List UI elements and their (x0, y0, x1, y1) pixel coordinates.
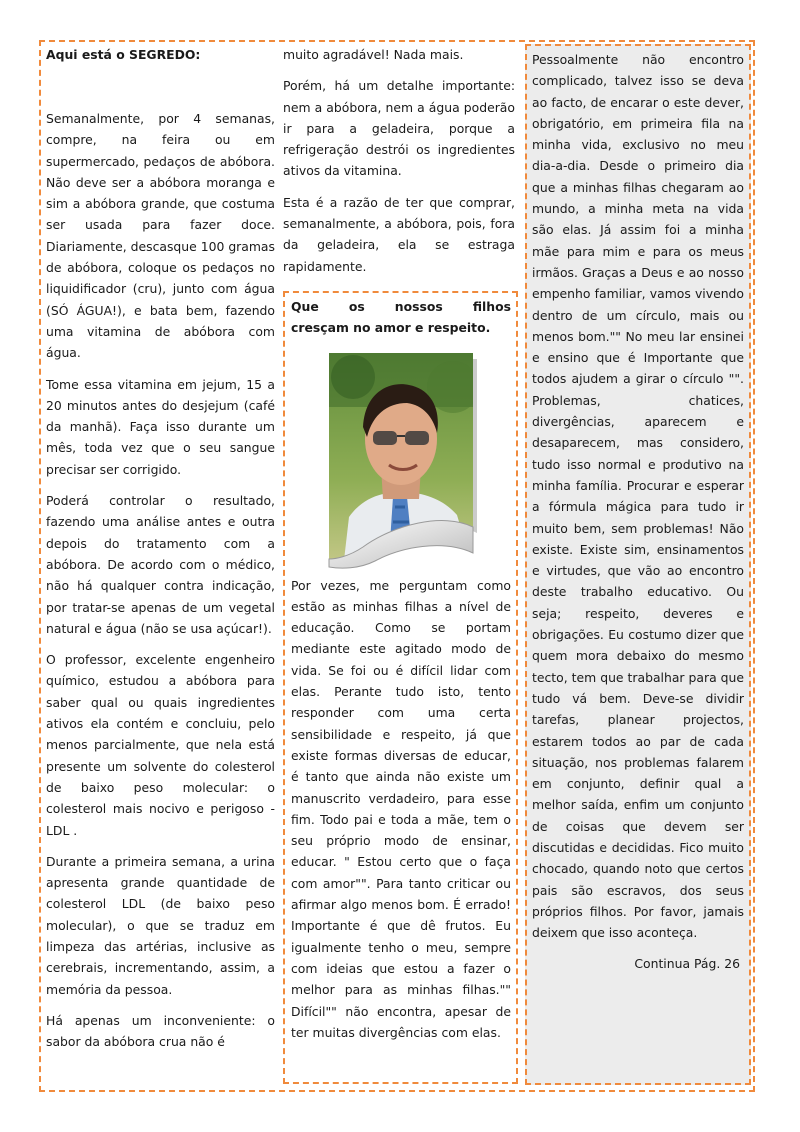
side-column-box (525, 44, 751, 1085)
article-title-line2: cresçam no amor e respeito. (291, 320, 491, 336)
article-title-line1: Que os nossos filhos (291, 299, 511, 314)
article-title (291, 296, 511, 339)
article-box (283, 291, 518, 1084)
continued-page-link: Continua Pág. 26 (634, 956, 740, 972)
paragraph: Poderá controlar o resultado, fazendo uma análise antes e outra depois do tratamento com a abóbora. De acordo com o médico, não há qualquer contra indicação, por tratar-se apenas de um vegetal natural e água (não se usa açúcar!). (46, 493, 275, 636)
article-text: Por vezes, me perguntam como estão as minhas filhas a nível de educação. Como se portam mediante este agitado modo de vida. Se foi ou é difícil lidar com elas. Perante tudo isto, tento responder com uma certa sensibilidade e respeito, já que existe formas diversas de educar, é tanto que ainda não existe um manuscrito verdadeiro, para esse fim. Todo pai e toda a mãe, tem o seu próprio modo de ensinar, educar. " Estou certo que o faça com amor"". Para tanto criticar ou afirmar algo menos bom. É errado! Importante é que dê frutos. Eu igualmente tenho o meu, sempre com ideias que estou a fazer o melhor para as minhas filhas."" Difícil"" não encontra, apesar de ter muitas divergências com elas. (291, 577, 511, 1040)
paragraph: Durante a primeira semana, a urina apresenta grande quantidade de colesterol LDL (de baixo peso molecular), o que se traduz em limpeza das artérias, inclusive as cerebrais, incrementando, assim, a memória da pessoa. (46, 853, 275, 997)
paragraph: Há apenas um inconveniente: o sabor da abóbora crua não é (46, 1012, 275, 1050)
paragraph: Porém, há um detalhe importante: nem a abóbora, nem a água poderão ir para a geladeira, porque a refrigeração destrói os ingredientes ativos da vitamina. (283, 78, 515, 179)
paragraph: Tome essa vitamina em jejum, 15 a 20 minutos antes do desjejum (café da manhã). Faça isso durante um mês, toda vez que o seu sangue precisar ser corrigido. (46, 376, 275, 477)
portrait-photo (323, 347, 479, 569)
paragraph: Semanalmente, por 4 semanas, compre, na feira ou em supermercado, pedaços de abóbora. Não deve ser a abóbora moranga e sim a abóbora grande, que costuma ser usada para fazer doce. Diariamente, descasque 100 gramas de abóbora, coloque os pedaços no liquidificador (cru), junto com água (SÓ ÁGUA!), e bata bem, fazendo uma vitamina de abóbora com água. (46, 111, 275, 361)
column-left (46, 44, 275, 1062)
column-middle (283, 44, 515, 287)
paragraph: muito agradável! Nada mais. (283, 47, 464, 62)
paragraph: Esta é a razão de ter que comprar, semanalmente, a abóbora, pois, fora da geladeira, ela se estraga rapidamente. (283, 194, 515, 274)
side-text: Pessoalmente não encontro complicado, talvez isso se deva ao facto, de encarar o este dever, obrigatório, em primeira fila na minha vida, exclusivo no meu dia-a-dia. Desde o primeiro dia que a minhas filhas chegaram ao mundo, a minha meta na vida são elas. Já assim foi a minha mãe para mim e para os meus irmãos. Graças a Deus e ao nosso empenho familiar, vamos vivendo dentro de um círculo, mais ou menos bom."" No meu lar ensinei e ensino que é Importante que todos ajudem a girar o círculo "". Problemas, chatices, divergências, aparecem e desaparecem, mas considero, tudo isso normal e produtivo na minha família. Procurar e esperar a fórmula mágica para tudo ir muito bem, sem problemas! Não existe. Existe sim, ensinamentos e virtudes, que vão ao encontro deste trabalho educativo. Ou seja; respeito, deveres e obrigações. Eu costumo dizer que quem mora debaixo do mesmo tecto, tem que trabalhar para que tudo vá bem. Deve-se dividir tarefas, planear projectos, estarem todos ao par de cada situação, nos problemas falarem em conjunto, definir qual a melhor saída, enfim um conjunto de coisas que devem ser discutidas e decididas. Fico muito chocado, quando noto que certos pais são escravos, dos seus próprios filhos. Por favor, jamais deixem que isso aconteça. (532, 52, 744, 941)
section-heading: Aqui está o SEGREDO: (46, 47, 201, 62)
paragraph: O professor, excelente engenheiro químico, estudou a abóbora para saber qual ou quais ingredientes ativos ela contém e concluiu, pelo menos parcialmente, que nela está presente um solvente do colesterol de baixo peso molecular: o colesterol mais nocivo e perigoso - LDL . (46, 652, 275, 838)
